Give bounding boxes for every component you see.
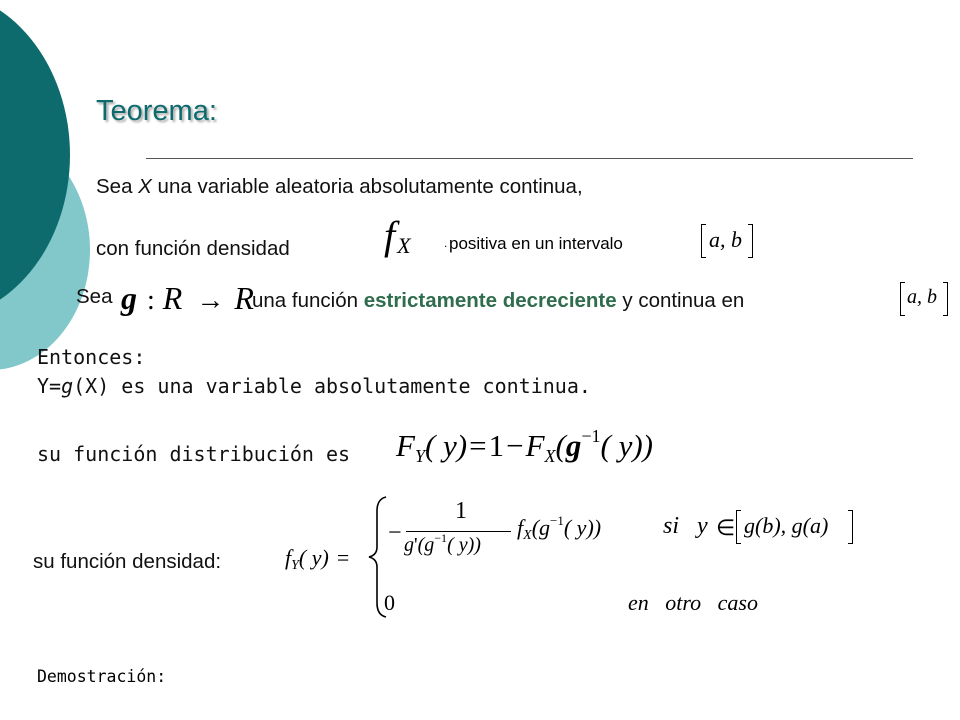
interval-ab-2-text: a, b — [907, 286, 937, 308]
dot: . — [444, 236, 448, 250]
right-bracket — [748, 224, 753, 258]
F-sub-y: Y — [414, 446, 425, 466]
line3-pre: una función — [252, 289, 364, 312]
F-arg: ( y) — [424, 428, 468, 463]
lhs-arg: ( y) — [298, 545, 329, 570]
left-bracket — [736, 510, 741, 544]
case1-minus: − — [388, 520, 402, 546]
line5-post: (X) es una variable absolutamente continua. — [73, 374, 591, 398]
density-lhs — [285, 545, 349, 571]
case2-otherwise: en otro caso — [628, 590, 758, 615]
c1-g: g — [539, 515, 551, 540]
line3-post: y continua en — [616, 289, 745, 312]
then-label: Entonces: — [37, 345, 146, 369]
interval-ab-2 — [900, 282, 948, 316]
map-colon: : — [147, 285, 155, 316]
line5-pre: Y= — [37, 374, 62, 398]
distribution-formula — [396, 428, 653, 464]
element-of: ∈ — [716, 515, 736, 540]
c1-sub: X — [523, 528, 532, 543]
den-g2: g — [424, 534, 435, 556]
density-label: con función densidad — [96, 237, 290, 260]
case1-si: si — [663, 513, 680, 539]
decreasing-function-text — [252, 289, 744, 313]
den-close: ( y)) — [447, 534, 481, 556]
open-paren: ( — [555, 428, 566, 463]
den-g: g — [404, 534, 414, 556]
equals: = — [469, 428, 487, 463]
inner-arg: ( y)) — [600, 428, 653, 463]
sea-label: Sea — [76, 285, 113, 308]
lhs-sub: Y — [291, 558, 299, 573]
interval-ab-1-text: a, b — [709, 227, 742, 252]
lhs-f: f — [285, 545, 292, 570]
case1-numerator: 1 — [455, 498, 467, 524]
g-symbol: g — [565, 428, 582, 463]
left-bracket — [701, 224, 706, 258]
case2-zero: 0 — [384, 590, 395, 615]
lhs-eq: = — [336, 545, 350, 570]
map-r1: R — [162, 280, 183, 316]
fraction-bar — [406, 531, 511, 532]
strictly-decreasing: estrictamente decreciente — [363, 289, 617, 312]
one: 1 — [488, 428, 505, 463]
theorem-title: Teorema: — [96, 95, 217, 127]
map-g: g — [121, 280, 137, 316]
fx-f: f — [384, 213, 396, 258]
g-mapping — [121, 280, 254, 317]
left-bracket — [900, 282, 905, 316]
interval-ab-1 — [701, 224, 753, 258]
map-arrow: → — [196, 285, 225, 316]
line5-g: g — [61, 374, 74, 398]
F2-sub-x: X — [544, 446, 556, 466]
right-bracket — [848, 510, 853, 544]
proof-label: Demostración: — [37, 667, 167, 686]
case1-denominator — [404, 531, 481, 557]
density-symbol — [384, 212, 409, 259]
map-r2: R — [234, 280, 254, 316]
interval-gb-ga — [736, 510, 853, 544]
variable-x: X — [138, 175, 152, 198]
F-symbol: F — [396, 428, 415, 463]
inverse-sup: −1 — [581, 426, 601, 446]
c1-f: f — [517, 515, 524, 540]
right-bracket — [943, 282, 948, 316]
den-sup: −1 — [434, 531, 448, 545]
c1-open: ( — [531, 515, 540, 540]
title-underline — [146, 158, 913, 159]
statement-line-1 — [96, 175, 583, 199]
fx-sub: X — [397, 233, 411, 258]
c1-sup: −1 — [550, 513, 564, 528]
den-open: ( — [417, 534, 425, 556]
F2-symbol: F — [525, 428, 545, 463]
case1-fx — [517, 515, 601, 541]
y-equals-g-x — [37, 374, 591, 398]
distribution-label: su función distribución es — [37, 442, 351, 466]
density-piecewise-label: su función densidad: — [33, 550, 222, 573]
interval-gb-ga-text: g(b), g(a) — [744, 513, 829, 538]
line1-pre: Sea — [96, 175, 139, 198]
minus: − — [506, 428, 524, 463]
positive-text: positiva en un intervalo — [449, 234, 623, 253]
den-prime: ' — [414, 534, 418, 556]
c1-close: ( y)) — [563, 515, 602, 540]
case1-y: y — [697, 513, 708, 539]
line1-post: una variable aleatoria absolutamente continua, — [151, 175, 583, 198]
